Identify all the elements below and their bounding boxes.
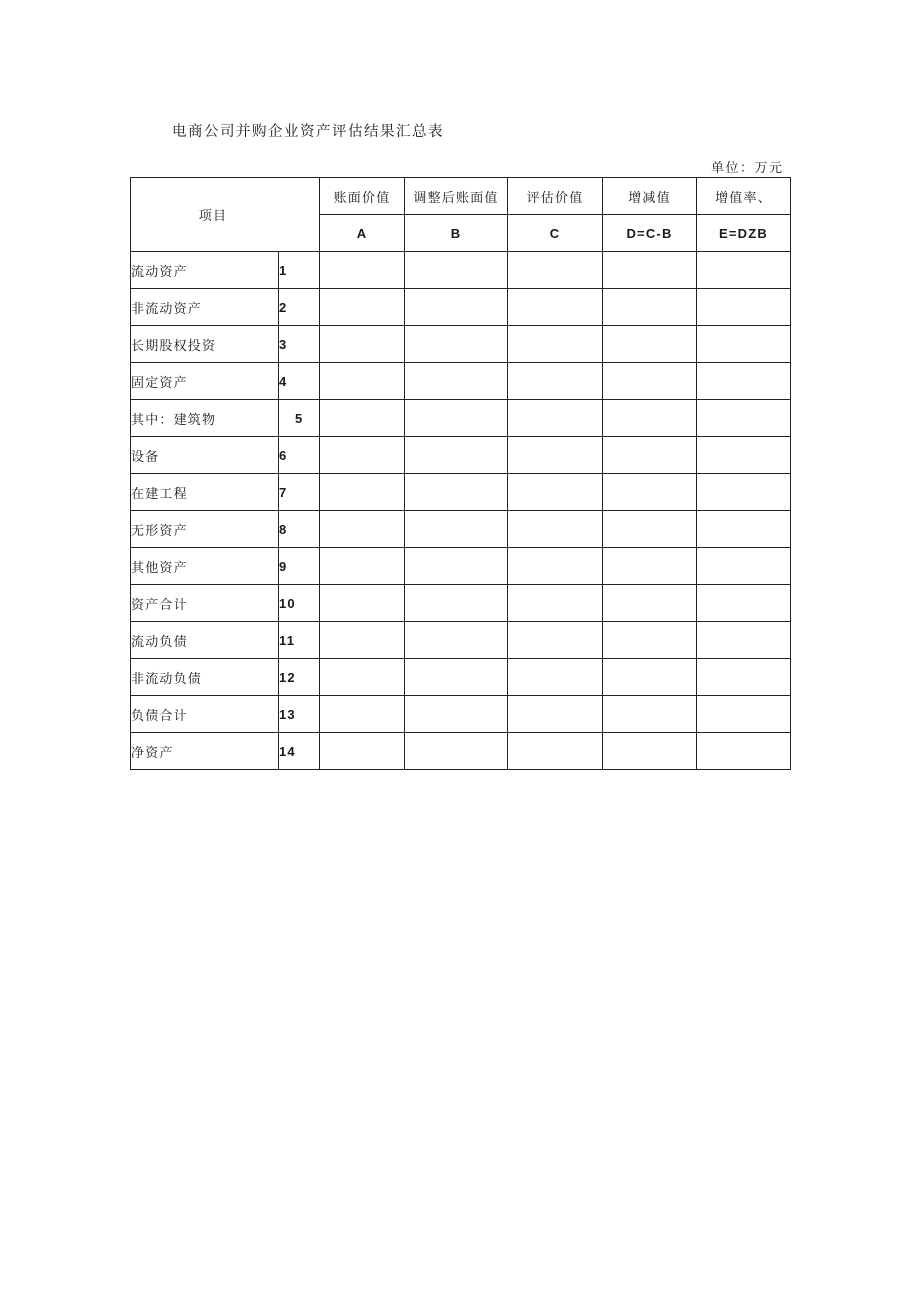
table-row [131, 252, 791, 289]
value-cell [697, 585, 791, 622]
row-label: 非流动负债 [131, 659, 279, 696]
value-cell [603, 511, 697, 548]
column-code-a: A [320, 215, 405, 252]
value-cell [697, 733, 791, 770]
table-row [131, 548, 791, 585]
value-cell [405, 659, 508, 696]
value-cell [405, 289, 508, 326]
value-cell [603, 585, 697, 622]
value-cell [508, 289, 603, 326]
asset-valuation-summary-table [130, 177, 791, 770]
row-number: 4 [279, 363, 320, 400]
value-cell [697, 622, 791, 659]
row-number: 8 [279, 511, 320, 548]
value-cell [320, 474, 405, 511]
value-cell [320, 548, 405, 585]
value-cell [603, 474, 697, 511]
value-cell [603, 326, 697, 363]
row-label: 流动负债 [131, 622, 279, 659]
value-cell [405, 622, 508, 659]
row-number: 1 [279, 252, 320, 289]
column-code-c: C [508, 215, 603, 252]
value-cell [405, 252, 508, 289]
value-cell [508, 696, 603, 733]
value-cell [603, 289, 697, 326]
value-cell [697, 326, 791, 363]
row-number: 11 [279, 622, 320, 659]
value-cell [508, 622, 603, 659]
table-row [131, 622, 791, 659]
table-row [131, 733, 791, 770]
value-cell [405, 474, 508, 511]
value-cell [697, 511, 791, 548]
value-cell [320, 733, 405, 770]
row-label: 净资产 [131, 733, 279, 770]
value-cell [320, 437, 405, 474]
row-label: 非流动资产 [131, 289, 279, 326]
value-cell [603, 622, 697, 659]
value-cell [508, 400, 603, 437]
row-label: 流动资产 [131, 252, 279, 289]
table-row [131, 437, 791, 474]
value-cell [320, 696, 405, 733]
value-cell [697, 363, 791, 400]
value-cell [508, 511, 603, 548]
value-cell [603, 437, 697, 474]
value-cell [697, 252, 791, 289]
value-cell [508, 474, 603, 511]
row-number: 3 [279, 326, 320, 363]
value-cell [320, 289, 405, 326]
value-cell [603, 400, 697, 437]
value-cell [405, 585, 508, 622]
column-header-appraised-value: 评估价值 [508, 178, 603, 215]
value-cell [603, 733, 697, 770]
value-cell [697, 474, 791, 511]
value-cell [320, 659, 405, 696]
table-row [131, 696, 791, 733]
row-label: 设备 [131, 437, 279, 474]
header-row-labels [131, 178, 791, 215]
row-label: 在建工程 [131, 474, 279, 511]
item-header: 项目 [198, 209, 228, 224]
value-cell [508, 585, 603, 622]
page-title: 电商公司并购企业资产评估结果汇总表 [172, 124, 444, 140]
value-cell [697, 289, 791, 326]
table-row [131, 585, 791, 622]
table-row [131, 659, 791, 696]
value-cell [508, 363, 603, 400]
value-cell [697, 548, 791, 585]
value-cell [603, 363, 697, 400]
value-cell [405, 511, 508, 548]
row-number: 10 [279, 585, 320, 622]
column-header-book-value: 账面价值 [320, 178, 405, 215]
value-cell [405, 696, 508, 733]
column-header-adjusted-book-value: 调整后账面值 [405, 178, 508, 215]
value-cell [320, 400, 405, 437]
column-code-d: D=C-B [603, 215, 697, 252]
value-cell [697, 696, 791, 733]
table-row [131, 326, 791, 363]
row-number: 14 [279, 733, 320, 770]
value-cell [320, 252, 405, 289]
value-cell [405, 733, 508, 770]
value-cell [603, 696, 697, 733]
value-cell [320, 363, 405, 400]
value-cell [405, 363, 508, 400]
value-cell [508, 437, 603, 474]
value-cell [405, 400, 508, 437]
table-row [131, 511, 791, 548]
value-cell [603, 659, 697, 696]
table-row [131, 289, 791, 326]
row-number: 12 [279, 659, 320, 696]
value-cell [508, 548, 603, 585]
row-number: 6 [279, 437, 320, 474]
table-row [131, 474, 791, 511]
row-number: 5 [279, 400, 320, 437]
value-cell [508, 326, 603, 363]
row-number: 9 [279, 548, 320, 585]
value-cell [405, 437, 508, 474]
row-label: 长期股权投资 [131, 326, 279, 363]
row-label: 其他资产 [131, 548, 279, 585]
value-cell [508, 659, 603, 696]
column-code-b: B [405, 215, 508, 252]
column-header-change-amount: 增减值 [603, 178, 697, 215]
row-label: 固定资产 [131, 363, 279, 400]
value-cell [603, 252, 697, 289]
value-cell [405, 548, 508, 585]
value-cell [697, 400, 791, 437]
value-cell [320, 326, 405, 363]
value-cell [508, 733, 603, 770]
value-cell [405, 326, 508, 363]
value-cell [320, 511, 405, 548]
value-cell [320, 622, 405, 659]
row-label: 资产合计 [131, 585, 279, 622]
row-label: 负债合计 [131, 696, 279, 733]
row-label: 无形资产 [131, 511, 279, 548]
value-cell [697, 437, 791, 474]
table-row [131, 363, 791, 400]
item-header-cell [131, 178, 320, 252]
unit-label: 单位：万元 [711, 161, 784, 176]
row-label: 其中：建筑物 [131, 400, 279, 437]
row-number: 2 [279, 289, 320, 326]
value-cell [508, 252, 603, 289]
value-cell [697, 659, 791, 696]
column-code-e: E=DZB [697, 215, 791, 252]
column-header-appreciation-rate: 增值率、 [697, 178, 791, 215]
value-cell [603, 548, 697, 585]
row-number: 13 [279, 696, 320, 733]
row-number: 7 [279, 474, 320, 511]
value-cell [320, 585, 405, 622]
table-row [131, 400, 791, 437]
